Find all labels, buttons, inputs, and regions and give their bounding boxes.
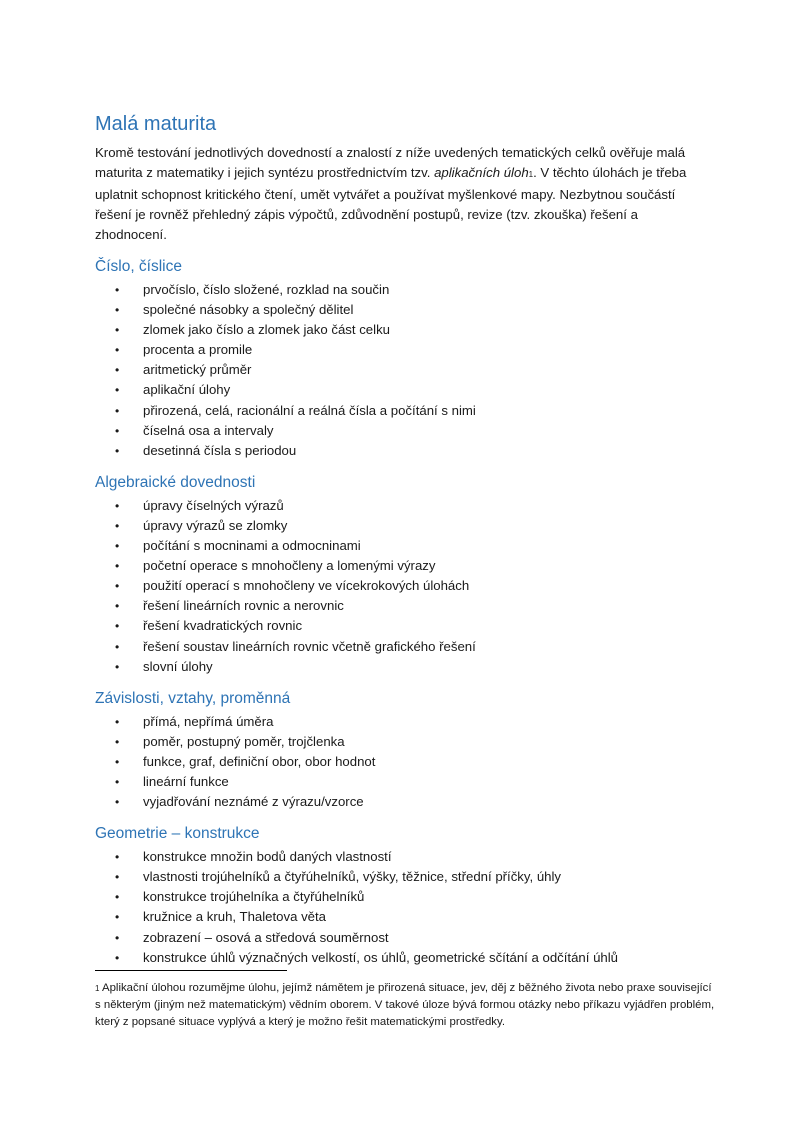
- list-item-text: slovní úlohy: [143, 658, 213, 674]
- section: [95, 824, 705, 968]
- list-item: [95, 616, 705, 636]
- list-item: [95, 772, 705, 792]
- section-heading: Algebraické dovednosti: [95, 473, 256, 491]
- footnote-number: 1: [95, 984, 100, 993]
- bullet-icon: •: [115, 930, 120, 945]
- bullet-list: [95, 280, 705, 461]
- list-item-text: aplikační úlohy: [143, 382, 231, 398]
- intro-text-after: . V těchto úlohách je třeba uplatnit schopnost kritického čtení, umět vytvářet a používat myšlenkové mapy. Nezbytnou součástí řešení je rovněž přehledný zápis výpočtů, zdůvodnění postupů, revize (tzv. zkouška) řešení a zhodnocení.: [95, 165, 687, 242]
- sections-container: [95, 257, 705, 968]
- bullet-list: [95, 847, 705, 968]
- list-item: [95, 300, 705, 320]
- list-item-text: desetinná čísla s periodou: [143, 442, 297, 458]
- list-item: [95, 792, 705, 812]
- bullet-icon: •: [115, 423, 120, 438]
- list-item-text: vyjadřování neznámé z výrazu/vzorce: [143, 794, 364, 810]
- list-item-text: řešení kvadratických rovnic: [143, 618, 303, 634]
- list-item: [95, 401, 705, 421]
- list-item: [95, 712, 705, 732]
- list-item: [95, 516, 705, 536]
- bullet-icon: •: [115, 363, 120, 378]
- bullet-icon: •: [115, 850, 120, 865]
- list-item: [95, 421, 705, 441]
- bullet-icon: •: [115, 950, 120, 965]
- page-title: Malá maturita: [95, 113, 217, 135]
- list-item: [95, 732, 705, 752]
- footnote-text: Aplikační úlohou rozumějme úlohu, jejímž námětem je přirozená situace, jev, děj z běžného života nebo praxe související s některým (jiným než matematickým) vědním oborem. V takové úloze bývá formou otázky nebo příkazu vyjádřen problém, který z popsané situace vyplývá a který je možno řešit matematickými prostředky.: [95, 982, 715, 1028]
- bullet-icon: •: [115, 498, 120, 513]
- intro-emphasis: aplikačních úloh: [434, 165, 529, 180]
- list-item-text: použití operací s mnohočleny ve vícekrokových úlohách: [143, 578, 470, 594]
- list-item-text: poměr, postupný poměr, trojčlenka: [143, 733, 345, 749]
- bullet-icon: •: [115, 619, 120, 634]
- list-item-text: funkce, graf, definiční obor, obor hodnot: [143, 753, 376, 769]
- list-item-text: konstrukce trojúhelníka a čtyřúhelníků: [143, 889, 365, 905]
- bullet-icon: •: [115, 659, 120, 674]
- list-item: [95, 576, 705, 596]
- bullet-list: [95, 496, 705, 677]
- bullet-icon: •: [115, 518, 120, 533]
- list-item-text: vlastnosti trojúhelníků a čtyřúhelníků, výšky, těžnice, střední příčky, úhly: [143, 869, 562, 885]
- list-item-text: úpravy číselných výrazů: [143, 497, 284, 513]
- list-item-text: konstrukce množin bodů daných vlastností: [143, 849, 392, 865]
- list-item: [95, 948, 705, 968]
- intro-text-before: Kromě testování jednotlivých dovedností a znalostí z níže uvedených tematických celků ověřuje malá maturita z matematiky i jejich syntézu prostřednictvím tzv.: [95, 145, 686, 180]
- list-item: [95, 887, 705, 907]
- list-item: [95, 657, 705, 677]
- list-item: [95, 867, 705, 887]
- list-item: [95, 380, 705, 400]
- bullet-icon: •: [115, 343, 120, 358]
- bullet-icon: •: [115, 734, 120, 749]
- list-item-text: řešení soustav lineárních rovnic včetně grafického řešení: [143, 638, 476, 654]
- list-item: [95, 340, 705, 360]
- bullet-icon: •: [115, 403, 120, 418]
- list-item: [95, 441, 705, 461]
- list-item-text: prvočíslo, číslo složené, rozklad na součin: [143, 282, 390, 297]
- list-item: [95, 320, 705, 340]
- list-item-text: číselná osa a intervaly: [143, 422, 274, 438]
- bullet-list: [95, 712, 705, 812]
- list-item-text: kružnice a kruh, Thaletova věta: [143, 909, 327, 925]
- footnote-reference: 1: [528, 170, 534, 179]
- section-heading: Závislosti, vztahy, proměnná: [95, 689, 291, 707]
- bullet-icon: •: [115, 303, 120, 318]
- section: [95, 689, 705, 812]
- bullet-icon: •: [115, 599, 120, 614]
- list-item: [95, 496, 705, 516]
- footnote-separator: [95, 970, 287, 971]
- list-item: [95, 907, 705, 927]
- bullet-icon: •: [115, 639, 120, 654]
- bullet-icon: •: [115, 754, 120, 769]
- list-item: [95, 847, 705, 867]
- footnote: [95, 980, 715, 1031]
- list-item-text: lineární funkce: [143, 773, 229, 789]
- section: [95, 257, 705, 461]
- list-item-text: zobrazení – osová a středová souměrnost: [143, 929, 389, 945]
- list-item: [95, 360, 705, 380]
- list-item: [95, 752, 705, 772]
- bullet-icon: •: [115, 443, 120, 458]
- list-item: [95, 637, 705, 657]
- bullet-icon: •: [115, 559, 120, 574]
- list-item: [95, 536, 705, 556]
- intro-paragraph: [95, 143, 705, 245]
- bullet-icon: •: [115, 539, 120, 554]
- list-item-text: konstrukce úhlů význačných velkostí, os úhlů, geometrické sčítání a odčítání úhlů: [143, 949, 619, 965]
- bullet-icon: •: [115, 774, 120, 789]
- list-item-text: přímá, nepřímá úměra: [143, 713, 274, 729]
- list-item-text: počítání s mocninami a odmocninami: [143, 538, 361, 554]
- list-item: [95, 556, 705, 576]
- bullet-icon: •: [115, 383, 120, 398]
- list-item: [95, 280, 705, 300]
- list-item-text: zlomek jako číslo a zlomek jako část celku: [143, 322, 390, 338]
- list-item-text: početní operace s mnohočleny a lomenými výrazy: [143, 558, 436, 574]
- list-item-text: společné násobky a společný dělitel: [143, 302, 354, 318]
- list-item-text: úpravy výrazů se zlomky: [143, 517, 288, 533]
- section-heading: Geometrie – konstrukce: [95, 825, 260, 843]
- list-item: [95, 596, 705, 616]
- section: [95, 473, 705, 677]
- list-item-text: řešení lineárních rovnic a nerovnic: [143, 598, 344, 614]
- bullet-icon: •: [115, 714, 120, 729]
- bullet-icon: •: [115, 795, 120, 810]
- bullet-icon: •: [115, 890, 120, 905]
- bullet-icon: •: [115, 323, 120, 338]
- list-item-text: aritmetický průměr: [143, 362, 252, 378]
- bullet-icon: •: [115, 870, 120, 885]
- bullet-icon: •: [115, 579, 120, 594]
- document-body: [95, 111, 705, 968]
- section-heading: Číslo, číslice: [95, 258, 182, 275]
- list-item-text: procenta a promile: [143, 342, 253, 358]
- bullet-icon: •: [115, 910, 120, 925]
- list-item-text: přirozená, celá, racionální a reálná čísla a počítání s nimi: [143, 402, 476, 418]
- list-item: [95, 928, 705, 948]
- bullet-icon: •: [115, 283, 120, 297]
